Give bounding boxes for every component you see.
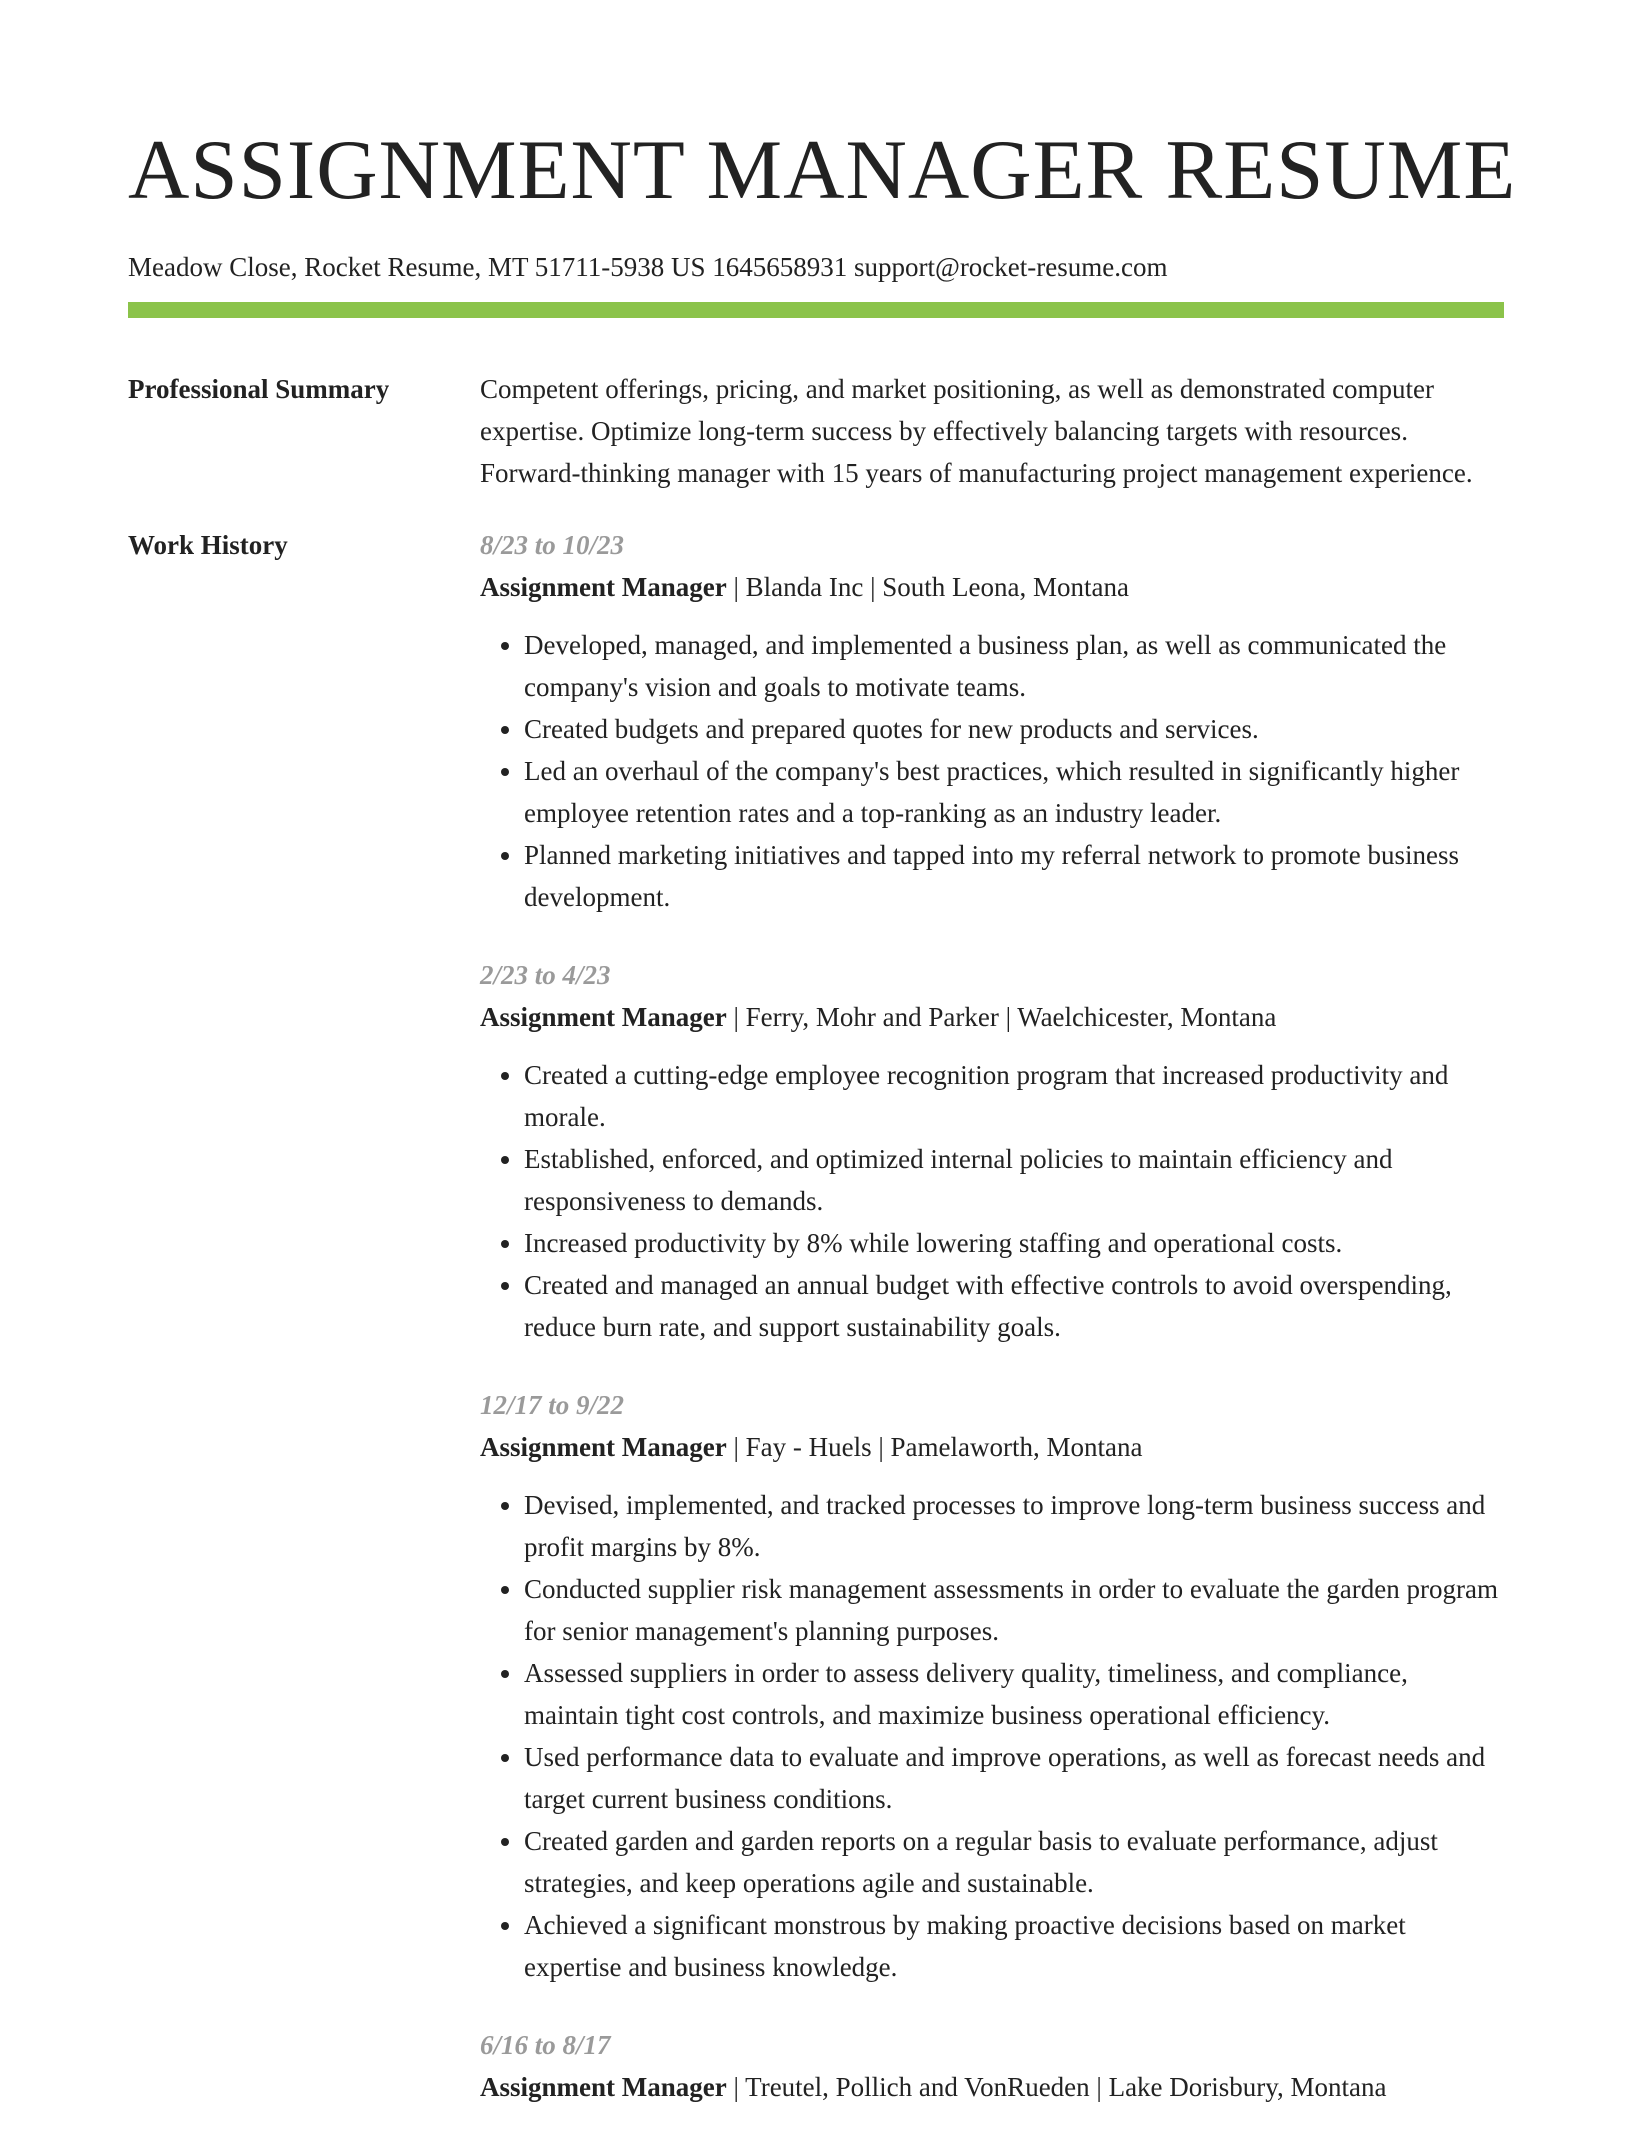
list-item: • Created garden and garden reports on a regular basis to evaluate performance, adjust strategies, and keep operations agile and sustainable. [524,1820,1504,1904]
separator: | [726,572,746,602]
work-entry-heading [480,996,1504,1038]
list-item: • Led an overhaul of the company's best practices, which resulted in significantly higher employee retention rates and a top-ranking as an industry leader. [524,750,1504,834]
work-history-section [128,524,1504,2144]
job-location: South Leona, Montana [882,572,1129,602]
job-title: Assignment Manager [480,1432,727,1462]
separator: | [863,572,883,602]
separator: | [998,1002,1018,1032]
job-location: Waelchicester, Montana [1017,1002,1277,1032]
work-entry-dates: 6/16 to 8/17 [480,2030,611,2060]
summary-section [128,368,1504,494]
work-entry [480,1384,1504,1988]
separator: | [1089,2072,1109,2102]
list-item: • Established, enforced, and optimized internal policies to maintain efficiency and responsiveness to demands. [524,1138,1504,1222]
list-item: • Conducted supplier risk management assessments in order to evaluate the garden program for senior management's planning purposes. [524,1568,1504,1652]
work-history-list [480,524,1504,2144]
list-item: • Developed, managed, and implemented a business plan, as well as communicated the company's vision and goals to motivate teams. [524,624,1504,708]
company-name: Fay - Huels [745,1432,872,1462]
contact-info: Meadow Close, Rocket Resume, MT 51711-5938 US 1645658931 support@rocket-resume.com [128,252,1168,282]
list-item: • Used performance data to evaluate and improve operations, as well as forecast needs and target current business conditions. [524,1736,1504,1820]
job-title: Assignment Manager [480,2072,727,2102]
work-entry-heading [480,2066,1504,2108]
work-entry-dates: 8/23 to 10/23 [480,530,625,560]
job-title: Assignment Manager [480,572,727,602]
list-item: • Increased productivity by 8% while lowering staffing and operational costs. [524,1222,1504,1264]
work-entry-bullets [480,1484,1504,1988]
company-name: Ferry, Mohr and Parker [745,1002,999,1032]
list-item: • Created and managed an annual budget with effective controls to avoid overspending, reduce burn rate, and support sustainability goals. [524,1264,1504,1348]
work-entry-heading [480,566,1504,608]
list-item: • Planned marketing initiatives and tapped into my referral network to promote business development. [524,834,1504,918]
list-item: • Assessed suppliers in order to assess delivery quality, timeliness, and compliance, maintain tight cost controls, and maximize business operational efficiency. [524,1652,1504,1736]
work-entry-dates: 2/23 to 4/23 [480,960,611,990]
summary-text: Competent offerings, pricing, and market positioning, as well as demonstrated computer expertise. Optimize long-term success by effectively balancing targets with resources. Forward-thinking manager with 15 years of manufacturing project management experience. [480,374,1473,488]
work-entry [480,2024,1504,2108]
separator: | [726,2072,746,2102]
company-name: Treutel, Pollich and VonRueden [745,2072,1090,2102]
company-name: Blanda Inc [745,572,864,602]
resume-page [128,0,1517,2144]
list-item: • Created budgets and prepared quotes for new products and services. [524,708,1504,750]
list-item: • Devised, implemented, and tracked processes to improve long-term business success and profit margins by 8%. [524,1484,1504,1568]
separator: | [726,1002,746,1032]
work-entry-heading [480,1426,1504,1468]
separator: | [871,1432,891,1462]
work-entry-bullets [480,1054,1504,1348]
work-history-heading: Work History [128,530,288,560]
list-item: • Created a cutting-edge employee recognition program that increased productivity and morale. [524,1054,1504,1138]
summary-heading: Professional Summary [128,374,390,404]
work-entry-bullets [480,624,1504,918]
work-entry [480,954,1504,1348]
list-item: • Achieved a significant monstrous by making proactive decisions based on market expertise and business knowledge. [524,1904,1504,1988]
accent-divider [128,302,1504,318]
job-location: Pamelaworth, Montana [890,1432,1143,1462]
work-entry [480,524,1504,918]
job-title: Assignment Manager [480,1002,727,1032]
job-location: Lake Dorisbury, Montana [1108,2072,1387,2102]
separator: | [726,1432,746,1462]
work-entry-dates: 12/17 to 9/22 [480,1390,625,1420]
resume-title: ASSIGNMENT MANAGER RESUME [128,123,1517,217]
